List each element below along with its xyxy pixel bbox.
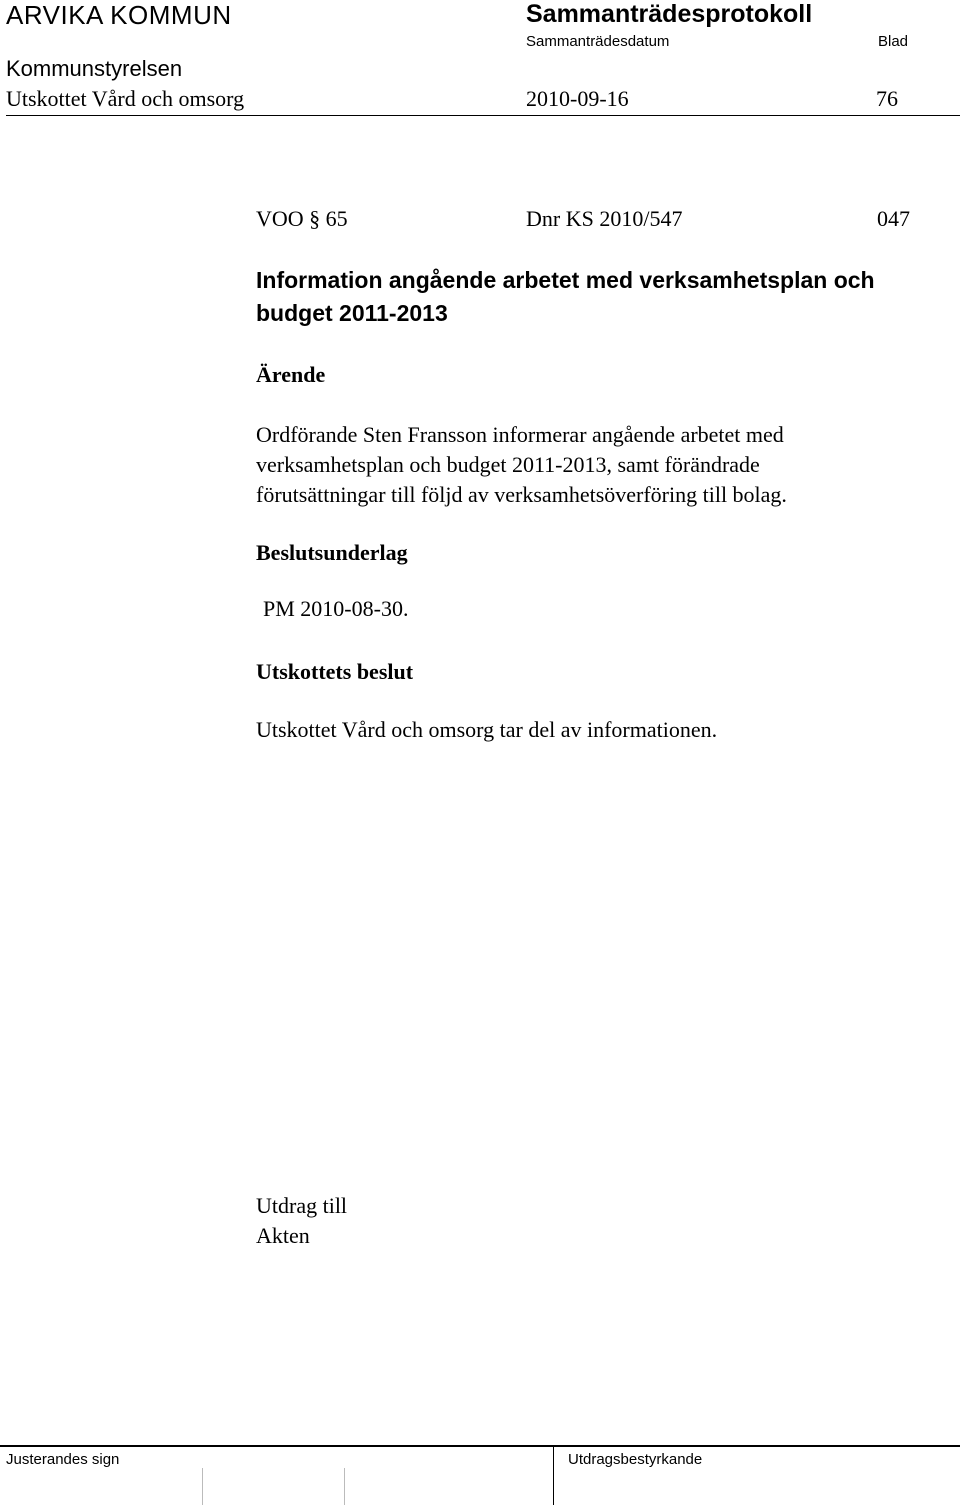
arende-heading: Ärende [256, 362, 326, 387]
arende-line: förutsättningar till följd av verksamhetsöverföring till bolag. [256, 482, 787, 507]
beslutsunderlag-text: PM 2010-08-30. [263, 596, 409, 621]
document-type: Sammanträdesprotokoll [526, 0, 813, 28]
distribution-label: Utdrag till [256, 1193, 348, 1218]
meeting-date-label: Sammanträdesdatum [526, 33, 670, 50]
item-title: Information angående arbetet med verksamhetsplan och budget 2011-2013 [256, 267, 875, 326]
section-code: VOO § 65 [256, 206, 348, 231]
decision-text: Utskottet Vård och omsorg tar del av informationen. [256, 717, 718, 742]
footer-column-divider [553, 1445, 554, 1505]
signature-box-divider [344, 1468, 345, 1505]
archive-code: 047 [877, 206, 910, 231]
distribution-recipient: Akten [256, 1223, 310, 1248]
registration-number: Dnr KS 2010/547 [526, 206, 683, 231]
arende-line: verksamhetsplan och budget 2011-2013, samt förändrade [256, 452, 760, 477]
page-label: Blad [878, 33, 909, 50]
signature-label: Justerandes sign [6, 1451, 120, 1468]
board-name: Kommunstyrelsen [6, 56, 183, 81]
certification-label: Utdragsbestyrkande [568, 1451, 703, 1468]
page-number: 76 [876, 86, 898, 111]
organization-name: ARVIKA KOMMUN [6, 0, 232, 30]
header-divider [6, 115, 960, 116]
meeting-date: 2010-09-16 [526, 86, 629, 111]
decision-heading: Utskottets beslut [256, 659, 414, 684]
footer-divider [0, 1445, 960, 1447]
arende-paragraph [256, 420, 787, 510]
beslutsunderlag-heading: Beslutsunderlag [256, 540, 408, 565]
committee-name: Utskottet Vård och omsorg [6, 86, 245, 111]
signature-box-divider [202, 1468, 203, 1505]
distribution-list [256, 1191, 347, 1251]
arende-line: Ordförande Sten Fransson informerar angående arbetet med [256, 422, 784, 447]
